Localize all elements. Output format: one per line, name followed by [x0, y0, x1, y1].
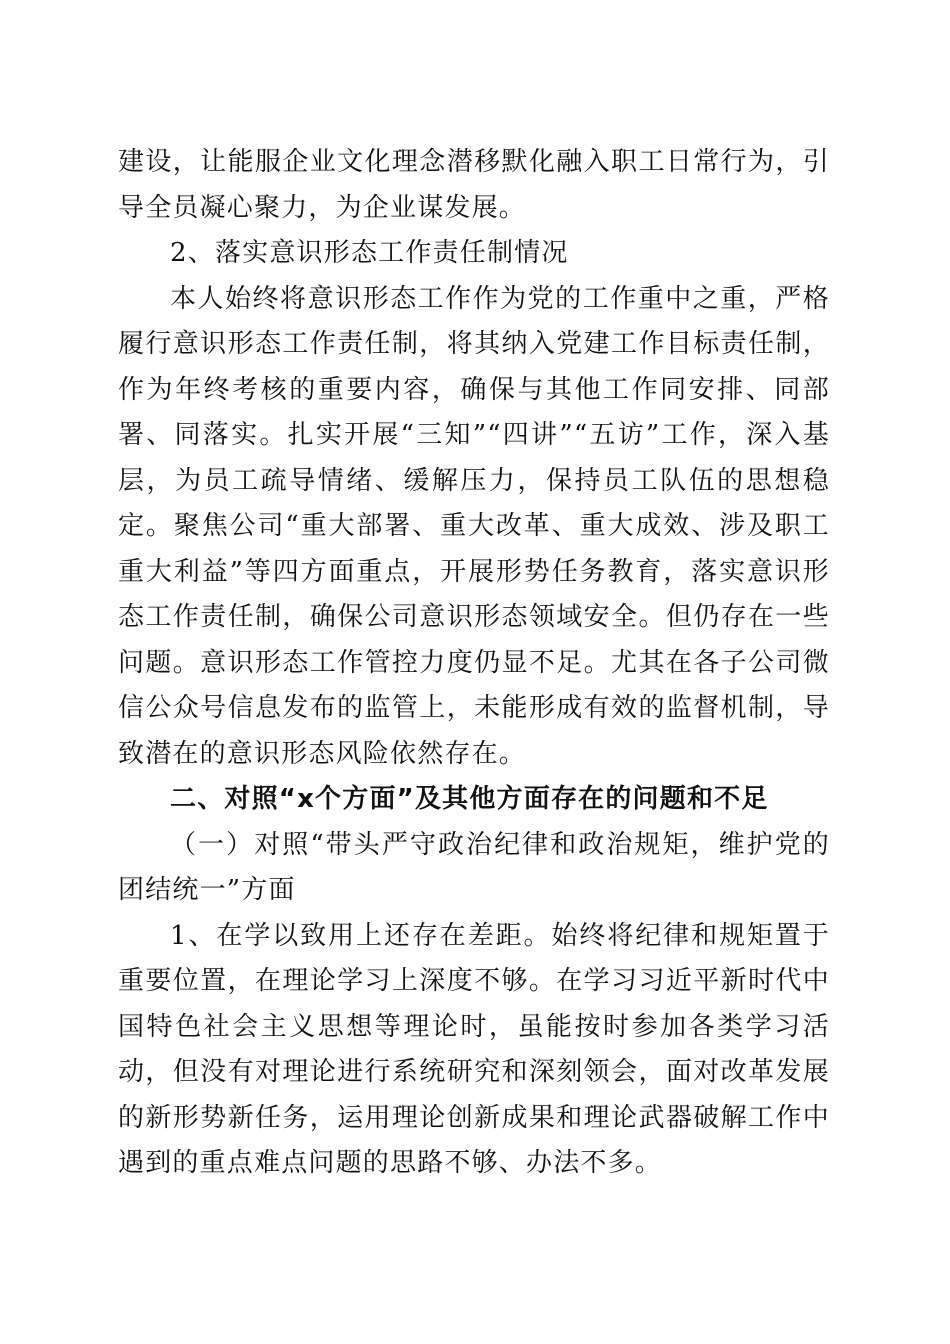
- section-heading-two: 二、对照“x个方面”及其他方面存在的问题和不足: [170, 784, 769, 814]
- paragraph-theory-practice-gap: 1、在学以致用上还存在差距。始终将纪律和规矩置于重要位置，在理论学习上深度不够。在学习习近平新时代中国特色社会主义思想等理论时，虽能按时参加各类学习活动，但没有对理论进行系统研究和深刻领会，面对改革发展的新形势新任务，运用理论创新成果和理论武器破解工作中遇到的重点难点问题的思路不够、办法不多。: [118, 920, 830, 1178]
- subheading-ideology-responsibility: 2、落实意识形态工作责任制情况: [170, 238, 569, 268]
- subsection-heading-one: （一）对照“带头严守政治纪律和政治规矩，维护党的团结统一”方面: [118, 829, 830, 905]
- paragraph-ideology-work: 本人始终将意识形态工作作为党的工作重中之重，严格履行意识形态工作责任制，将其纳入党建工作目标责任制，作为年终考核的重要内容，确保与其他工作同安排、同部署、同落实。扎实开展“三知”“四讲”“五访”工作，深入基层，为员工疏导情绪、缓解压力，保持员工队伍的思想稳定。聚焦公司“重大部署、重大改革、重大成效、涉及职工重大利益”等四方面重点，开展形势任务教育，落实意识形态工作责任制，确保公司意识形态领域安全。但仍存在一些问题。意识形态工作管控力度仍显不足。尤其在各子公司微信公众号信息发布的监管上，未能形成有效的监督机制，导致潜在的意识形态风险依然存在。: [118, 283, 830, 769]
- document-body: [118, 140, 830, 1187]
- paragraph-continuation: 建设，让能服企业文化理念潜移默化融入职工日常行为，引导全员凝心聚力，为企业谋发展。: [118, 147, 830, 223]
